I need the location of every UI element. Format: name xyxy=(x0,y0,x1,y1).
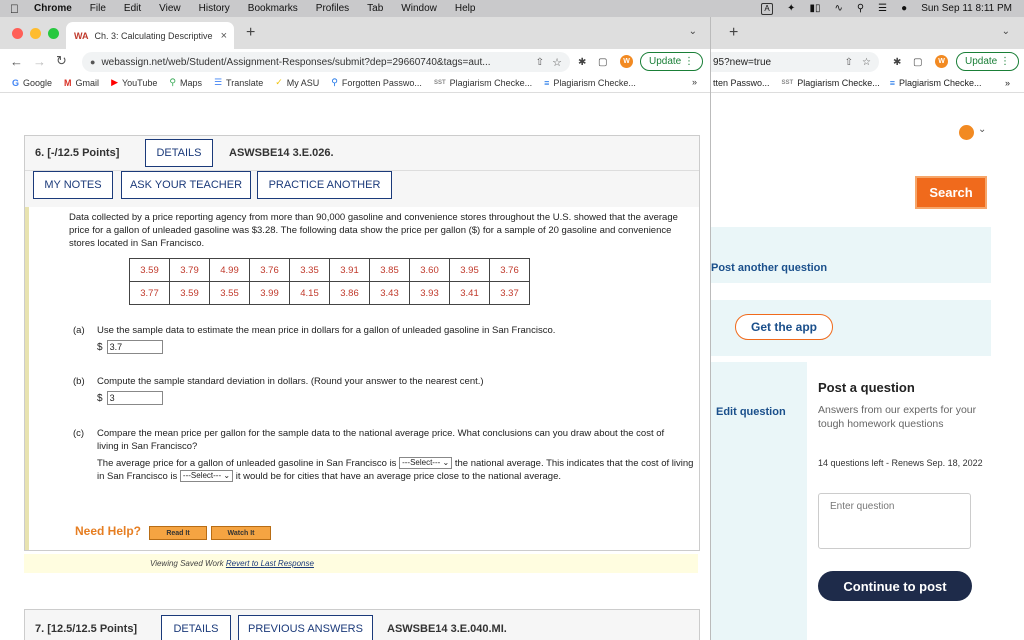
browser-toolbar xyxy=(0,49,711,73)
right-tab-search-chevron-icon[interactable]: ⌄ xyxy=(1001,26,1010,37)
part-c-answer-sentence xyxy=(97,457,697,483)
menu-window[interactable]: Window xyxy=(401,3,437,14)
bookmark-my-asu[interactable] xyxy=(275,77,319,88)
table-cell: 3.37 xyxy=(490,282,530,305)
right-toolbar xyxy=(711,49,1024,73)
webassign-favicon-icon: WA xyxy=(74,30,89,41)
bookmark-plagiarism-1[interactable]: Plagiarism Checke... xyxy=(797,77,880,88)
update-label: Update xyxy=(965,56,998,67)
part-b-text: Compute the sample standard deviation in dollars. (Round your answer to the nearest cent.) xyxy=(97,376,484,387)
part-c-prompt xyxy=(73,427,683,453)
question-body xyxy=(25,207,699,550)
bookmarks-overflow-button[interactable]: » xyxy=(691,77,697,87)
table-cell: 3.91 xyxy=(330,259,370,282)
bookmark-label: Forgotten Passwo... xyxy=(341,77,422,88)
comparison-select[interactable]: ---Select--- ⌄ xyxy=(399,457,452,469)
table-cell: 3.79 xyxy=(170,259,210,282)
table-cell: 3.93 xyxy=(410,282,450,305)
bookmark-label: My ASU xyxy=(286,77,320,88)
table-row xyxy=(130,282,530,305)
search-icon: ⚲ xyxy=(331,77,338,87)
my-notes-button[interactable] xyxy=(33,171,113,199)
previous-answers-label: PREVIOUS ANSWERS xyxy=(248,623,363,635)
spotlight-search-icon[interactable]: ⚲ xyxy=(856,3,865,14)
profile-avatar[interactable]: W xyxy=(620,55,633,68)
right-browser-window xyxy=(711,17,1024,640)
right-share-icon[interactable]: ⇧ xyxy=(844,56,853,68)
currency-symbol: $ xyxy=(97,392,103,404)
part-c-sentence-1: The average price for a gallon of unleaded gasoline in San Francisco is xyxy=(97,458,397,469)
sst-icon: SST xyxy=(433,79,446,86)
menu-profiles[interactable]: Profiles xyxy=(315,3,350,14)
maps-pin-icon: ⚲ xyxy=(169,77,176,87)
question-code: ASWSBE14 3.E.026. xyxy=(229,147,334,159)
right-new-tab-button[interactable]: + xyxy=(729,24,739,41)
right-bookmark-star-icon[interactable]: ☆ xyxy=(862,56,871,68)
table-cell: 3.76 xyxy=(490,259,530,282)
cost-of-living-select[interactable]: ---Select--- ⌄ xyxy=(180,470,233,482)
wifi-icon[interactable]: ∿ xyxy=(834,3,843,14)
part-b-letter: (b) xyxy=(73,376,85,387)
post-question-description: Answers from our experts for your tough homework questions xyxy=(818,404,977,430)
bookmark-translate[interactable] xyxy=(214,77,263,88)
post-question-title: Post a question xyxy=(818,380,915,395)
table-cell: 3.86 xyxy=(330,282,370,305)
watch-it-button[interactable] xyxy=(211,526,271,540)
bookmark-label: Gmail xyxy=(75,77,100,88)
table-cell: 3.60 xyxy=(410,259,450,282)
url-text: webassign.net/web/Student/Assignment-Responses/submit?dep=29660740&tags=aut... xyxy=(101,56,491,68)
bookmarks-bar xyxy=(0,73,711,93)
right-bookmarks-bar xyxy=(711,73,1024,93)
revert-link[interactable]: Revert to Last Response xyxy=(225,559,314,568)
question-6-card xyxy=(24,135,700,551)
details-label: DETAILS xyxy=(173,623,219,635)
part-c-text: Compare the mean price per gallon for the sample data to the national average price. What conclusions can you draw about the cost of living in San Francisco? xyxy=(97,428,665,452)
read-it-label: Read It xyxy=(166,529,190,537)
watch-it-label: Watch It xyxy=(227,529,255,537)
table-cell: 3.99 xyxy=(250,282,290,305)
battery-icon[interactable]: ▮▯ xyxy=(809,3,821,14)
question-intro: Data collected by a price reporting agency from more than 90,000 gasoline and convenience stores throughout the U.S. showed that the average price for a gallon of unleaded gasoline was $3.28. The following data show the price per gallon ($) for a sample of 20 gasoline and convenience stores located in San Francisco. xyxy=(69,212,678,249)
bookmark-youtube[interactable] xyxy=(111,77,157,88)
update-button[interactable]: Update ⋮ xyxy=(640,52,703,71)
chegg-page xyxy=(711,94,1024,640)
tab-title: Ch. 3: Calculating Descriptive xyxy=(94,30,213,41)
details-label: DETAILS xyxy=(156,147,202,159)
bookmark-label: Plagiarism Checke... xyxy=(449,77,533,88)
close-window-button[interactable] xyxy=(12,28,23,39)
currency-symbol: $ xyxy=(97,341,103,353)
close-tab-icon[interactable]: × xyxy=(220,29,227,42)
get-app-label: Get the app xyxy=(750,320,817,334)
bookmark-gmail[interactable] xyxy=(64,78,99,88)
practice-another-button[interactable] xyxy=(257,171,392,199)
menu-edit[interactable]: Edit xyxy=(123,3,142,14)
questions-left-text: 14 questions left - Renews Sep. 18, 2022 xyxy=(818,458,983,468)
previous-answers-button[interactable] xyxy=(238,615,373,640)
part-b-prompt xyxy=(73,376,484,387)
window-controls xyxy=(12,28,59,39)
table-cell: 3.85 xyxy=(370,259,410,282)
address-bar[interactable] xyxy=(82,52,570,72)
left-browser-window xyxy=(0,17,711,640)
right-sidebar-icon[interactable]: ▢ xyxy=(913,57,923,68)
bookmark-label: YouTube xyxy=(121,77,158,88)
question-7-code: ASWSBE14 3.E.040.MI. xyxy=(387,623,507,635)
menu-tab[interactable]: Tab xyxy=(367,3,384,14)
right-extensions-icon[interactable]: ✱ xyxy=(893,57,902,68)
search-button[interactable] xyxy=(915,176,987,209)
right-tab-bar xyxy=(711,17,1024,49)
part-a-letter: (a) xyxy=(73,325,85,336)
q7-details-button[interactable] xyxy=(161,615,231,640)
list-icon: ≡ xyxy=(889,77,895,88)
table-row xyxy=(130,259,530,282)
asu-icon: ✓ xyxy=(275,77,283,87)
question-7-card xyxy=(24,609,700,640)
update-label: Update xyxy=(649,56,682,67)
part-c-letter: (c) xyxy=(73,428,85,439)
table-cell: 3.43 xyxy=(370,282,410,305)
question-header xyxy=(25,136,699,171)
menu-history[interactable]: History xyxy=(198,3,230,14)
table-cell: 3.77 xyxy=(130,282,170,305)
gmail-icon: M xyxy=(64,77,72,88)
bookmark-forgotten-password[interactable] xyxy=(331,77,422,88)
lock-icon[interactable]: ● xyxy=(90,57,96,67)
part-a-answer xyxy=(97,340,163,354)
question-7-number: 7. [12.5/12.5 Points] xyxy=(35,623,138,635)
part-c-sentence-2: the national average. This indicates that the cost of living in San Francisco is xyxy=(97,458,694,482)
reload-button[interactable]: ↻ xyxy=(56,53,67,68)
bookmark-label: Google xyxy=(23,77,53,88)
select-value: ---Select--- xyxy=(402,458,441,468)
table-cell: 3.59 xyxy=(130,259,170,282)
bookmark-plagiarism-1[interactable] xyxy=(434,78,532,88)
tab-active[interactable] xyxy=(66,22,234,49)
table-cell: 4.15 xyxy=(290,282,330,305)
zoom-window-button[interactable] xyxy=(48,28,59,39)
continue-to-post-button[interactable] xyxy=(818,571,972,601)
apple-icon[interactable] xyxy=(10,2,24,16)
need-help-label: Need Help? xyxy=(75,524,142,538)
question-number: 6. [-/12.5 Points] xyxy=(35,147,120,159)
table-cell: 4.99 xyxy=(210,259,250,282)
my-notes-label: MY NOTES xyxy=(44,179,102,191)
input-source-icon[interactable]: A xyxy=(761,3,773,15)
sidebar-icon[interactable]: ▢ xyxy=(598,57,608,68)
clock[interactable]: Sun Sep 11 8:11 PM xyxy=(921,3,1012,14)
edit-question-link[interactable]: Edit question xyxy=(716,406,786,418)
part-c-sentence-3: it would be for cities that have an average price close to the national average. xyxy=(235,471,562,482)
right-address-bar[interactable] xyxy=(711,52,879,72)
select-value: ---Select--- xyxy=(182,471,222,481)
google-icon: G xyxy=(12,77,20,88)
menu-help[interactable]: Help xyxy=(454,3,476,14)
back-button[interactable]: ← xyxy=(10,53,23,69)
chevron-down-icon[interactable]: ⌄ xyxy=(978,124,987,135)
bookmark-plagiarism-2[interactable]: Plagiarism Checke... xyxy=(899,77,982,88)
part-b-input[interactable]: 3 xyxy=(107,391,163,405)
control-center-icon[interactable]: ☰ xyxy=(878,3,888,14)
question-actions xyxy=(25,171,699,207)
right-bookmarks-overflow-button[interactable]: » xyxy=(1004,77,1010,88)
part-a-input[interactable]: 3.7 xyxy=(107,340,163,354)
part-b-answer xyxy=(97,391,163,405)
bookmark-forgotten-password-partial[interactable]: tten Passwo... xyxy=(713,77,770,88)
saved-work-label: Viewing Saved Work xyxy=(150,559,224,568)
bookmark-label: Translate xyxy=(226,77,264,88)
table-cell: 3.95 xyxy=(450,259,490,282)
continue-label: Continue to post xyxy=(843,578,947,594)
bookmark-star-icon[interactable]: ☆ xyxy=(552,56,562,69)
forward-button[interactable]: → xyxy=(33,53,46,69)
table-cell: 3.55 xyxy=(210,282,250,305)
menu-bookmarks[interactable]: Bookmarks xyxy=(247,3,298,14)
details-button[interactable] xyxy=(145,139,213,167)
part-a-prompt xyxy=(73,325,555,336)
ask-teacher-button[interactable] xyxy=(121,171,251,199)
price-data-table xyxy=(129,258,530,305)
search-label: Search xyxy=(929,185,973,200)
post-another-banner xyxy=(711,227,991,283)
translate-icon: ☰ xyxy=(213,77,223,87)
menu-file[interactable]: File xyxy=(89,3,106,14)
enter-question-textarea[interactable]: Enter question xyxy=(818,493,971,549)
bookmark-label: Plagiarism Checke... xyxy=(553,77,636,88)
bookmark-maps[interactable] xyxy=(169,77,202,88)
menu-view[interactable]: View xyxy=(159,3,181,14)
right-update-button[interactable]: Update ⋮ xyxy=(956,52,1019,71)
menu-app-name[interactable]: Chrome xyxy=(34,3,72,14)
get-the-app-button[interactable] xyxy=(735,314,833,340)
table-cell: 3.41 xyxy=(450,282,490,305)
bookmark-google[interactable] xyxy=(12,78,52,88)
right-url-text: 95?new=true xyxy=(713,56,772,68)
new-tab-button[interactable]: + xyxy=(246,24,256,41)
bookmark-label: Maps xyxy=(179,77,202,88)
table-cell: 3.76 xyxy=(250,259,290,282)
saved-work-bar xyxy=(24,554,698,573)
bluetooth-icon[interactable]: ✦ xyxy=(787,3,796,14)
edit-question-panel xyxy=(711,362,807,640)
user-avatar[interactable] xyxy=(959,125,974,140)
youtube-icon: ▶ xyxy=(111,77,118,87)
table-cell: 3.35 xyxy=(290,259,330,282)
part-a-text: Use the sample data to estimate the mean price in dollars for a gallon of unleaded gasoline in San Francisco. xyxy=(97,325,556,336)
right-profile-avatar[interactable]: W xyxy=(935,55,948,68)
menu-bar xyxy=(0,0,1024,17)
post-another-question-link[interactable]: Post another question xyxy=(711,262,828,274)
tab-bar xyxy=(0,17,711,49)
status-icons xyxy=(761,0,1012,17)
practice-another-label: PRACTICE ANOTHER xyxy=(268,179,381,191)
table-cell: 3.59 xyxy=(170,282,210,305)
minimize-window-button[interactable] xyxy=(30,28,41,39)
tab-search-chevron-icon[interactable]: ⌄ xyxy=(688,26,697,37)
ask-teacher-label: ASK YOUR TEACHER xyxy=(129,179,243,191)
extensions-icon[interactable]: ✱ xyxy=(578,57,587,68)
siri-icon[interactable]: ● xyxy=(901,3,908,14)
read-it-button[interactable] xyxy=(149,526,207,540)
share-icon[interactable]: ⇧ xyxy=(535,56,544,68)
bookmark-plagiarism-2[interactable] xyxy=(544,78,636,88)
sst-icon: SST xyxy=(781,79,794,86)
webassign-page xyxy=(0,94,711,640)
list-icon: ≡ xyxy=(544,77,550,88)
